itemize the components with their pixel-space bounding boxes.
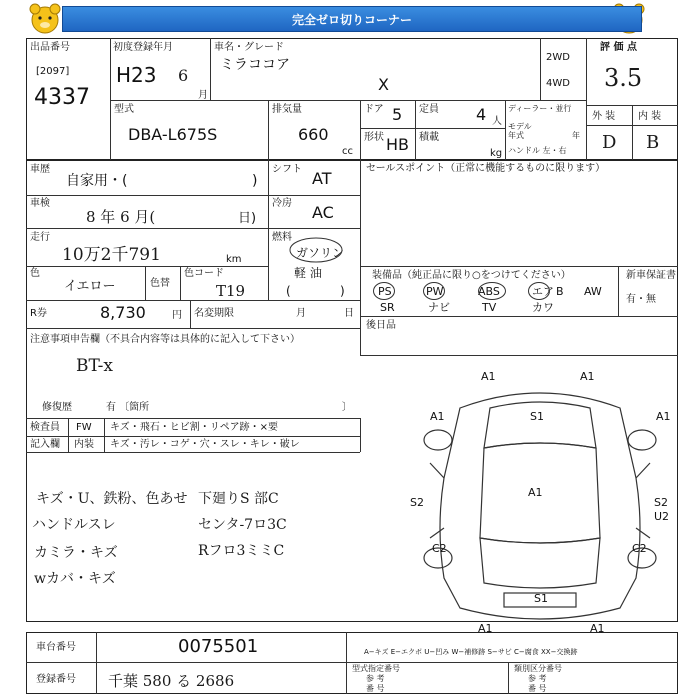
equip-ps: PS — [378, 285, 392, 298]
diagram-mark-13: A1 — [478, 622, 493, 635]
load-unit: kg — [490, 148, 503, 159]
history-close: ) — [252, 173, 258, 189]
note-left-4: wカバ・キズ — [34, 571, 116, 587]
header-banner — [62, 6, 642, 32]
diagram-mark-8: S2 — [654, 496, 668, 509]
shift-value: AT — [312, 169, 332, 188]
capacity-label: 定員 — [419, 104, 439, 115]
exterior-grade: D — [602, 132, 617, 153]
inspection-label: 車検 — [30, 198, 50, 209]
bear-mascot-left-icon — [26, 2, 64, 36]
diagram-mark-3: A1 — [430, 410, 445, 423]
repair-close: 〕 — [342, 402, 352, 413]
lot-number: 4337 — [34, 85, 90, 110]
repair-value: 有 〔箇所 — [106, 402, 150, 413]
evaluation-score: 3.5 — [604, 64, 643, 92]
pw-circle-icon — [423, 282, 445, 300]
equip-air: エア — [532, 285, 554, 298]
equip-tv: TV — [482, 301, 497, 314]
equip-aw: AW — [584, 285, 602, 298]
drive-4wd: 4WD — [546, 78, 570, 89]
plate-label: 登録番号 — [36, 674, 76, 685]
year-label: 年式 — [508, 131, 524, 140]
type-ref: 参 考 — [366, 674, 385, 683]
recycle-value: 8,730 — [100, 303, 146, 322]
equipment-label: 装備品（純正品に限り○をつけてください） — [372, 270, 571, 281]
interior-grade: B — [646, 132, 660, 153]
body-type-label: 形状 — [364, 132, 384, 143]
model-label: 型式 — [114, 104, 134, 115]
dealer-label: ディーラー・並行 — [508, 104, 572, 113]
displacement-label: 排気量 — [272, 104, 302, 115]
doors-value: 5 — [392, 105, 403, 124]
fuel-label: 燃料 — [272, 232, 292, 243]
equip-b: B — [556, 285, 564, 298]
chassis-value: 0075501 — [178, 636, 259, 657]
inspector-int-items: キズ・汚レ・コゲ・穴・スレ・キレ・破レ — [110, 439, 300, 450]
fuel-paren-close: ) — [340, 284, 345, 298]
recycle-unit: 円 — [172, 310, 182, 321]
note-right-1: 下廻りS 部C — [198, 491, 279, 507]
fuel-paren-open: ( — [286, 284, 291, 298]
inspector-label: 検査員 — [30, 422, 60, 433]
note-left-1: キズ・U、鉄粉、色あせ — [36, 491, 188, 507]
model-value: DBA-L675S — [128, 125, 218, 144]
mileage-label: 走行 — [30, 232, 50, 243]
plate-value: 千葉 580 る 2686 — [108, 672, 235, 690]
registration-month-unit: 月 — [198, 90, 208, 101]
diagram-mark-1: A1 — [481, 370, 496, 383]
diagram-mark-12: S1 — [534, 592, 548, 605]
inspection-day: 日) — [238, 211, 257, 226]
category-ref: 参 考 — [528, 674, 547, 683]
diagram-mark-7: S2 — [410, 496, 424, 509]
lot-sub: [2097] — [36, 66, 70, 77]
car-name: ミラココア — [220, 57, 290, 73]
equip-abs: ABS — [478, 285, 500, 298]
car-damage-diagram — [400, 368, 680, 630]
equip-pw: PW — [426, 285, 444, 298]
diagram-mark-2: A1 — [580, 370, 595, 383]
registration-month: 6 — [178, 66, 189, 85]
load-label: 積載 — [419, 132, 439, 143]
warranty-label: 新車保証書 — [626, 270, 676, 281]
chassis-label: 車台番号 — [36, 642, 76, 653]
displacement-unit: cc — [342, 146, 353, 157]
registration-year: H23 — [116, 63, 157, 87]
equip-leather: カワ — [532, 301, 554, 314]
aircon-value: AC — [312, 203, 334, 222]
note-left-2: ハンドルスレ — [32, 517, 116, 533]
shift-label: シフト — [272, 164, 302, 175]
mileage-value: 10万2千791 — [62, 245, 161, 265]
note-right-3: Rフロ3ミミC — [198, 543, 285, 559]
ps-circle-icon — [373, 282, 395, 300]
evaluation-label: 評 価 点 — [600, 42, 637, 53]
diagram-mark-9: U2 — [654, 510, 670, 523]
diagram-mark-11: C2 — [632, 542, 647, 555]
registration-label: 初度登録年月 — [113, 42, 173, 53]
inspector-interior: 内装 — [74, 439, 94, 450]
equip-sr: SR — [380, 301, 395, 314]
color-value: イエロー — [64, 279, 116, 294]
history-value: 自家用・( — [66, 173, 128, 189]
capacity-value: 4 — [476, 105, 487, 124]
doors-label: ドア — [364, 104, 384, 115]
displacement-value: 660 — [298, 125, 329, 144]
history-label: 車歴 — [30, 164, 50, 175]
equip-navi: ナビ — [428, 301, 450, 314]
year-unit: 年 — [572, 131, 580, 140]
name-change-label: 名変期限 — [194, 308, 234, 319]
mileage-unit: km — [226, 254, 242, 265]
car-label: 車名・グレード — [214, 42, 284, 53]
recycle-label: R券 — [30, 308, 47, 319]
repair-label: 修復歴 — [42, 402, 72, 413]
notes-handwritten: BT-x — [76, 356, 113, 376]
color-label: 色 — [30, 268, 40, 279]
diagram-mark-4: S1 — [530, 410, 544, 423]
air-circle-icon — [528, 282, 550, 300]
category-number-label: 類別区分番号 — [514, 664, 562, 673]
header-title: 完全ゼロ切りコーナー — [291, 13, 412, 27]
inspector-fw: FW — [76, 422, 92, 433]
note-right-2: センタ-7ロ3C — [198, 517, 287, 533]
fuel-gasoline: ガソリン — [296, 246, 345, 260]
fuel-circle-icon — [286, 236, 346, 264]
inspector-entry-label: 記入欄 — [30, 439, 60, 450]
warranty-value: 有・無 — [626, 294, 656, 305]
category-no: 番 号 — [528, 684, 547, 693]
handle-label: ハンドル 左・右 — [508, 146, 567, 155]
sales-point-label: セールスポイント（正常に機能するものに限ります） — [366, 163, 606, 174]
lot-label: 出品番号 — [30, 42, 70, 53]
post-day-label: 後日品 — [366, 320, 396, 331]
inspection-value: 8 年 6 月( — [86, 208, 156, 226]
body-type-value: HB — [386, 135, 410, 154]
color-code: T19 — [216, 282, 246, 300]
inspector-fw-items: キズ・飛石・ヒビ割・リペア跡・×要 — [110, 422, 278, 433]
car-grade: X — [378, 75, 389, 94]
capacity-unit: 人 — [492, 116, 502, 127]
note-left-3: カミラ・キズ — [34, 545, 118, 561]
color-code-label: 色コード — [184, 268, 224, 279]
diagram-mark-10: C2 — [432, 542, 447, 555]
damage-legend: A−キズ E−エクボ U−凹み W−補修跡 S−サビ C−腐食 XX−交換跡 — [364, 648, 578, 656]
top-info-frame — [26, 38, 678, 160]
interior-label: 内 装 — [638, 111, 662, 122]
name-change-day: 日 — [344, 308, 354, 319]
aircon-label: 冷房 — [272, 198, 292, 209]
type-number-label: 型式指定番号 — [352, 664, 400, 673]
abs-circle-icon — [478, 282, 506, 300]
notes-label: 注意事項申告欄（不具合内容等は具体的に記入して下さい） — [30, 334, 300, 345]
fuel-diesel: 軽 油 — [294, 266, 322, 280]
diagram-mark-5: A1 — [656, 410, 671, 423]
color-change-label: 色替 — [150, 278, 170, 289]
diagram-mark-6: A1 — [528, 486, 543, 499]
name-change-month: 月 — [296, 308, 306, 319]
exterior-label: 外 装 — [592, 111, 616, 122]
drive-2wd: 2WD — [546, 52, 570, 63]
diagram-mark-14: A1 — [590, 622, 605, 635]
model-year-label: モデル — [508, 122, 532, 131]
type-no: 番 号 — [366, 684, 385, 693]
